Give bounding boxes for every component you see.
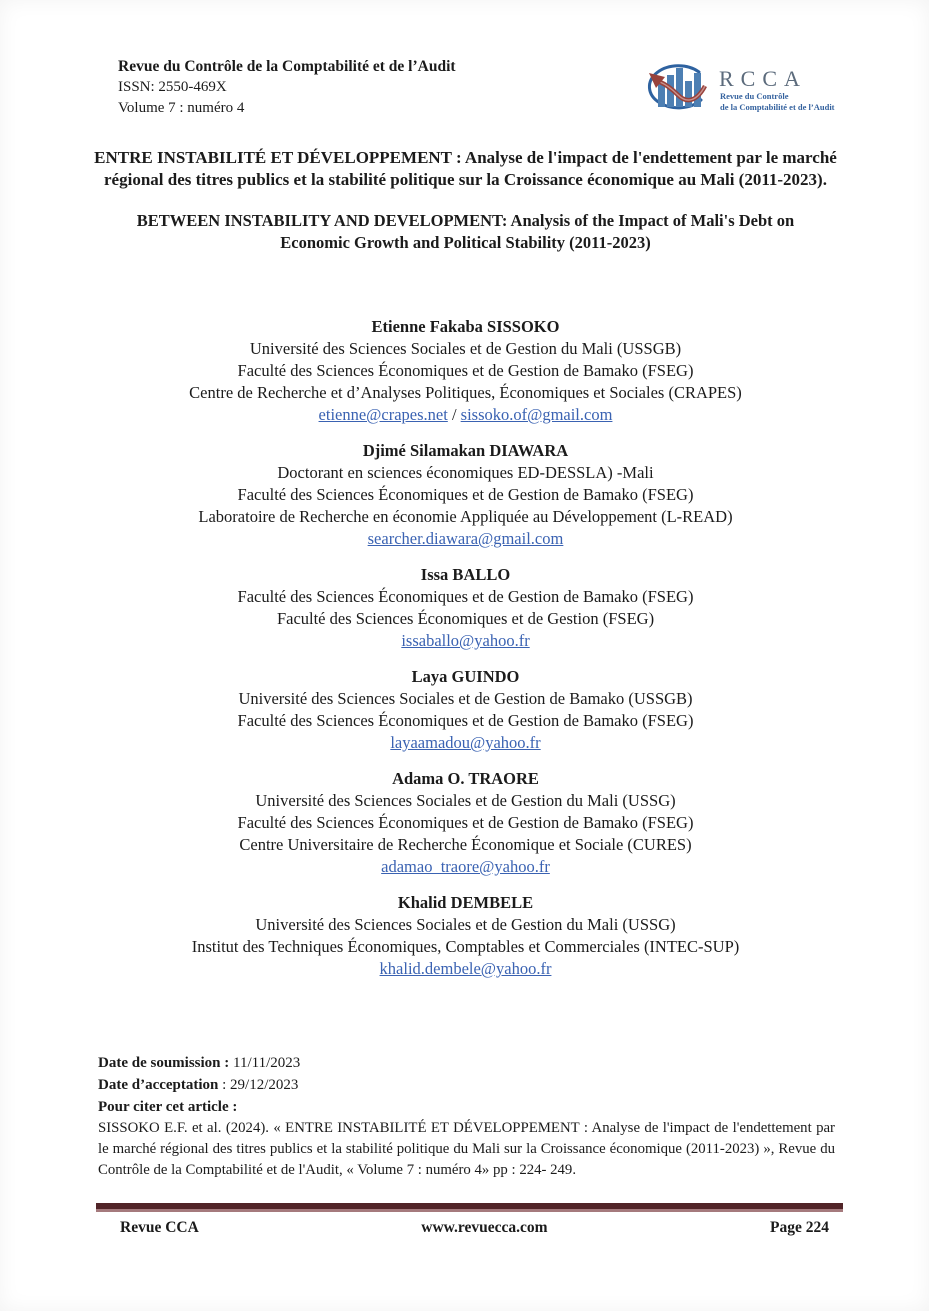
author-block [88,316,843,426]
logo-subtitle-line1: Revue du Contrôle [720,91,789,101]
citation-text: SISSOKO E.F. et al. (2024). « ENTRE INSTABILITÉ ET DÉVELOPPEMENT : Analyse de l'impact de l'endettement par le marché régional des titres publics et la stabilité politique du Mali sur la Croissance économique (2011-2023) », Revue du Contrôle de la Comptabilité et de l'Audit, « Volume 7 : numéro 4» pp : 224- 249. [98,1120,835,1178]
footer-journal-short-name: Revue CCA [120,1219,199,1236]
author-affiliation: Université des Sciences Sociales et de Gestion du Mali (USSG) [255,915,676,934]
footer-rule-accent [96,1209,843,1212]
author-name: Khalid DEMBELE [397,893,534,912]
journal-volume: Volume 7 : numéro 4 [118,100,245,116]
author-affiliation: Faculté des Sciences Économiques et de Gestion de Bamako (FSEG) [237,587,694,606]
submission-date-label: Date de soumission : [98,1055,230,1071]
author-block [88,892,843,980]
author-email-line [88,630,843,652]
author-block [88,768,843,878]
article-title-french: ENTRE INSTABILITÉ ET DÉVELOPPEMENT : Analyse de l'impact de l'endettement par le marché régional des titres publics et la stabilité politique sur la Croissance économique au Mali (2011-2023). [94,148,837,189]
author-name: Issa BALLO [420,565,511,584]
page-footer [88,1203,843,1237]
email-separator: / [447,405,461,424]
author-affiliation: Centre de Recherche et d’Analyses Politiques, Économiques et Sociales (CRAPES) [189,383,742,402]
author-name: Adama O. TRAORE [392,769,539,788]
author-block [88,666,843,754]
article-meta [88,1052,843,1181]
author-affiliation: Centre Universitaire de Recherche Économique et Sociale (CURES) [239,835,692,854]
author-email-link[interactable]: sissoko.of@gmail.com [460,405,613,424]
author-affiliation: Faculté des Sciences Économiques et de Gestion de Bamako (FSEG) [237,361,694,380]
acceptation-date-value: : 29/12/2023 [218,1077,299,1093]
author-affiliation: Université des Sciences Sociales et de Gestion du Mali (USSGB) [249,339,682,358]
author-affiliation: Faculté des Sciences Économiques et de Gestion de Bamako (FSEG) [237,485,694,504]
journal-issn: ISSN: 2550-469X [118,79,227,95]
authors-section [88,316,843,980]
logo-ellipse-swoosh [649,66,701,108]
author-email-line [88,404,843,426]
logo-bar-chart-icon [658,68,701,107]
author-email-link[interactable]: searcher.diawara@gmail.com [367,529,564,548]
author-name: Laya GUINDO [411,667,520,686]
author-affiliation: Faculté des Sciences Économiques et de Gestion de Bamako (FSEG) [237,711,694,730]
page-header [88,56,843,125]
journal-logo-icon [641,58,849,120]
author-block [88,564,843,652]
journal-info [118,56,456,119]
author-affiliation: Faculté des Sciences Économiques et de Gestion de Bamako (FSEG) [237,813,694,832]
journal-name: Revue du Contrôle de la Comptabilité et de l’Audit [118,58,456,75]
author-email-link[interactable]: khalid.dembele@yahoo.fr [379,959,552,978]
author-email-link[interactable]: adamao_traore@yahoo.fr [381,857,550,876]
author-affiliation: Université des Sciences Sociales et de Gestion de Bamako (USSGB) [238,689,693,708]
author-email-line [88,528,843,550]
author-affiliation: Laboratoire de Recherche en économie Appliquée au Développement (L-READ) [198,507,733,526]
author-name: Etienne Fakaba SISSOKO [371,317,560,336]
author-email-line [88,958,843,980]
author-email-link[interactable]: etienne@crapes.net [318,405,448,424]
author-email-line [88,856,843,878]
author-email-link[interactable]: issaballo@yahoo.fr [401,631,530,650]
acceptation-date-line [98,1074,835,1096]
author-block [88,440,843,550]
author-email-link[interactable]: layaamadou@yahoo.fr [390,733,541,752]
article-title-english: BETWEEN INSTABILITY AND DEVELOPMENT: Analysis of the Impact of Mali's Debt on Economic Growth and Political Stability (2011-2023) [136,211,795,252]
author-affiliation: Université des Sciences Sociales et de Gestion du Mali (USSG) [255,791,676,810]
footer-text-row [96,1219,843,1237]
submission-date-value: 11/11/2023 [229,1055,301,1071]
cite-label: Pour citer cet article : [98,1099,238,1115]
author-affiliation: Doctorant en sciences économiques ED-DESSLA) -Mali [277,463,654,482]
logo-subtitle-line2: de la Comptabilité et de l’Audit [720,102,835,112]
author-affiliation: Faculté des Sciences Économiques et de Gestion (FSEG) [276,609,655,628]
author-email-line [88,732,843,754]
acceptation-date-label: Date d’acceptation [98,1077,219,1093]
author-name: Djimé Silamakan DIAWARA [362,441,569,460]
submission-date-line [98,1052,835,1074]
rcca-logo [641,58,849,125]
author-affiliation: Institut des Techniques Économiques, Comptables et Commerciales (INTEC-SUP) [191,937,740,956]
logo-acronym: RCCA [719,66,807,91]
footer-website: www.revuecca.com [421,1219,548,1236]
footer-page-number: Page 224 [770,1219,829,1236]
